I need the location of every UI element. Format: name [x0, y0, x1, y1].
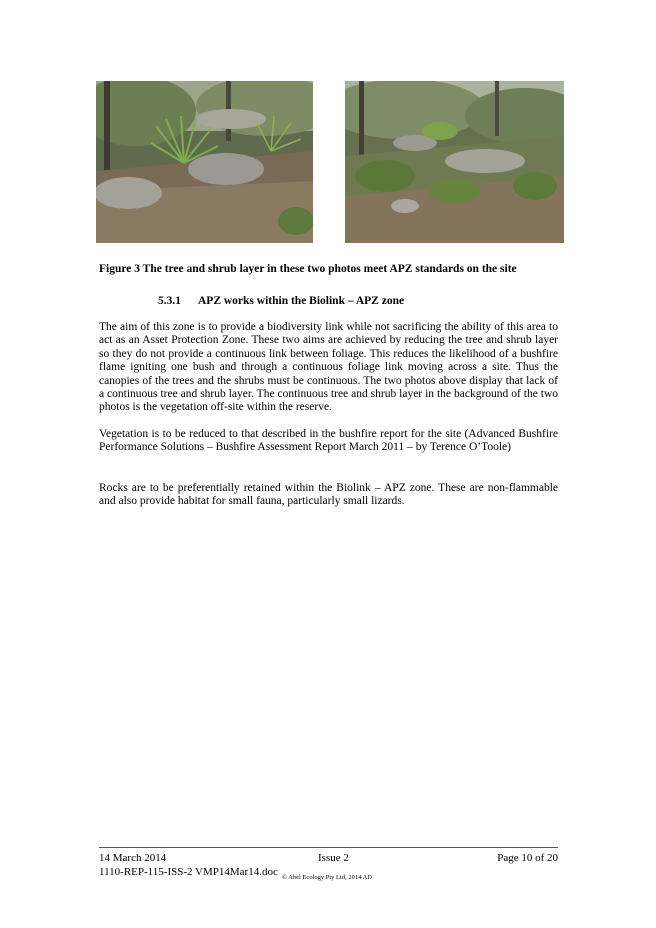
- body-paragraph-vegetation: Vegetation is to be reduced to that described in the bushfire report for the site (Advanced Bushfire Performance Solutions – Bushfire Assessment Report March 2011 – by Terence O’Toole): [99, 428, 558, 454]
- footer-document-id: 1110-REP-115-ISS-2 VMP14Mar14.doc: [99, 866, 278, 878]
- bushland-photo-left: [96, 81, 313, 243]
- footer-issue: Issue 2: [318, 852, 349, 864]
- photo-image-right: [345, 81, 564, 243]
- footer-page-number: Page 10 of 20: [497, 852, 558, 864]
- body-paragraph-rocks: Rocks are to be preferentially retained within the Biolink – APZ zone. These are non-flammable and also provide habitat for small fauna, particularly small lizards.: [99, 482, 558, 508]
- photo-image-left: [96, 81, 313, 243]
- footer-date: 14 March 2014: [99, 852, 167, 864]
- footer-copyright: © Abel Ecology Pty Ltd, 2014 AD: [282, 874, 372, 881]
- section-heading: [158, 294, 404, 308]
- section-number: 5.3.1: [158, 295, 181, 307]
- bushland-photo-right: [345, 81, 564, 243]
- figure-caption: Figure 3 The tree and shrub layer in these two photos meet APZ standards on the site: [99, 263, 517, 275]
- body-paragraph-aim: The aim of this zone is to provide a biodiversity link while not sacrificing the ability of this area to act as an Asset Protection Zone. These two aims are achieved by reducing the tree and shrub layer so they do not provide a continuous link between foliage. This reduces the likelihood of a bushfire flame igniting one bush and through a continuous foliage link moving across a site. Thus the canopies of the trees and the shrubs must be continuous. The two photos above display that lack of a continuous tree and shrub layer. The continuous tree and shrub layer in the background of the two photos is the vegetation off-site within the reserve.: [99, 321, 558, 414]
- footer-divider: [99, 847, 558, 848]
- section-title: APZ works within the Biolink – APZ zone: [198, 295, 405, 307]
